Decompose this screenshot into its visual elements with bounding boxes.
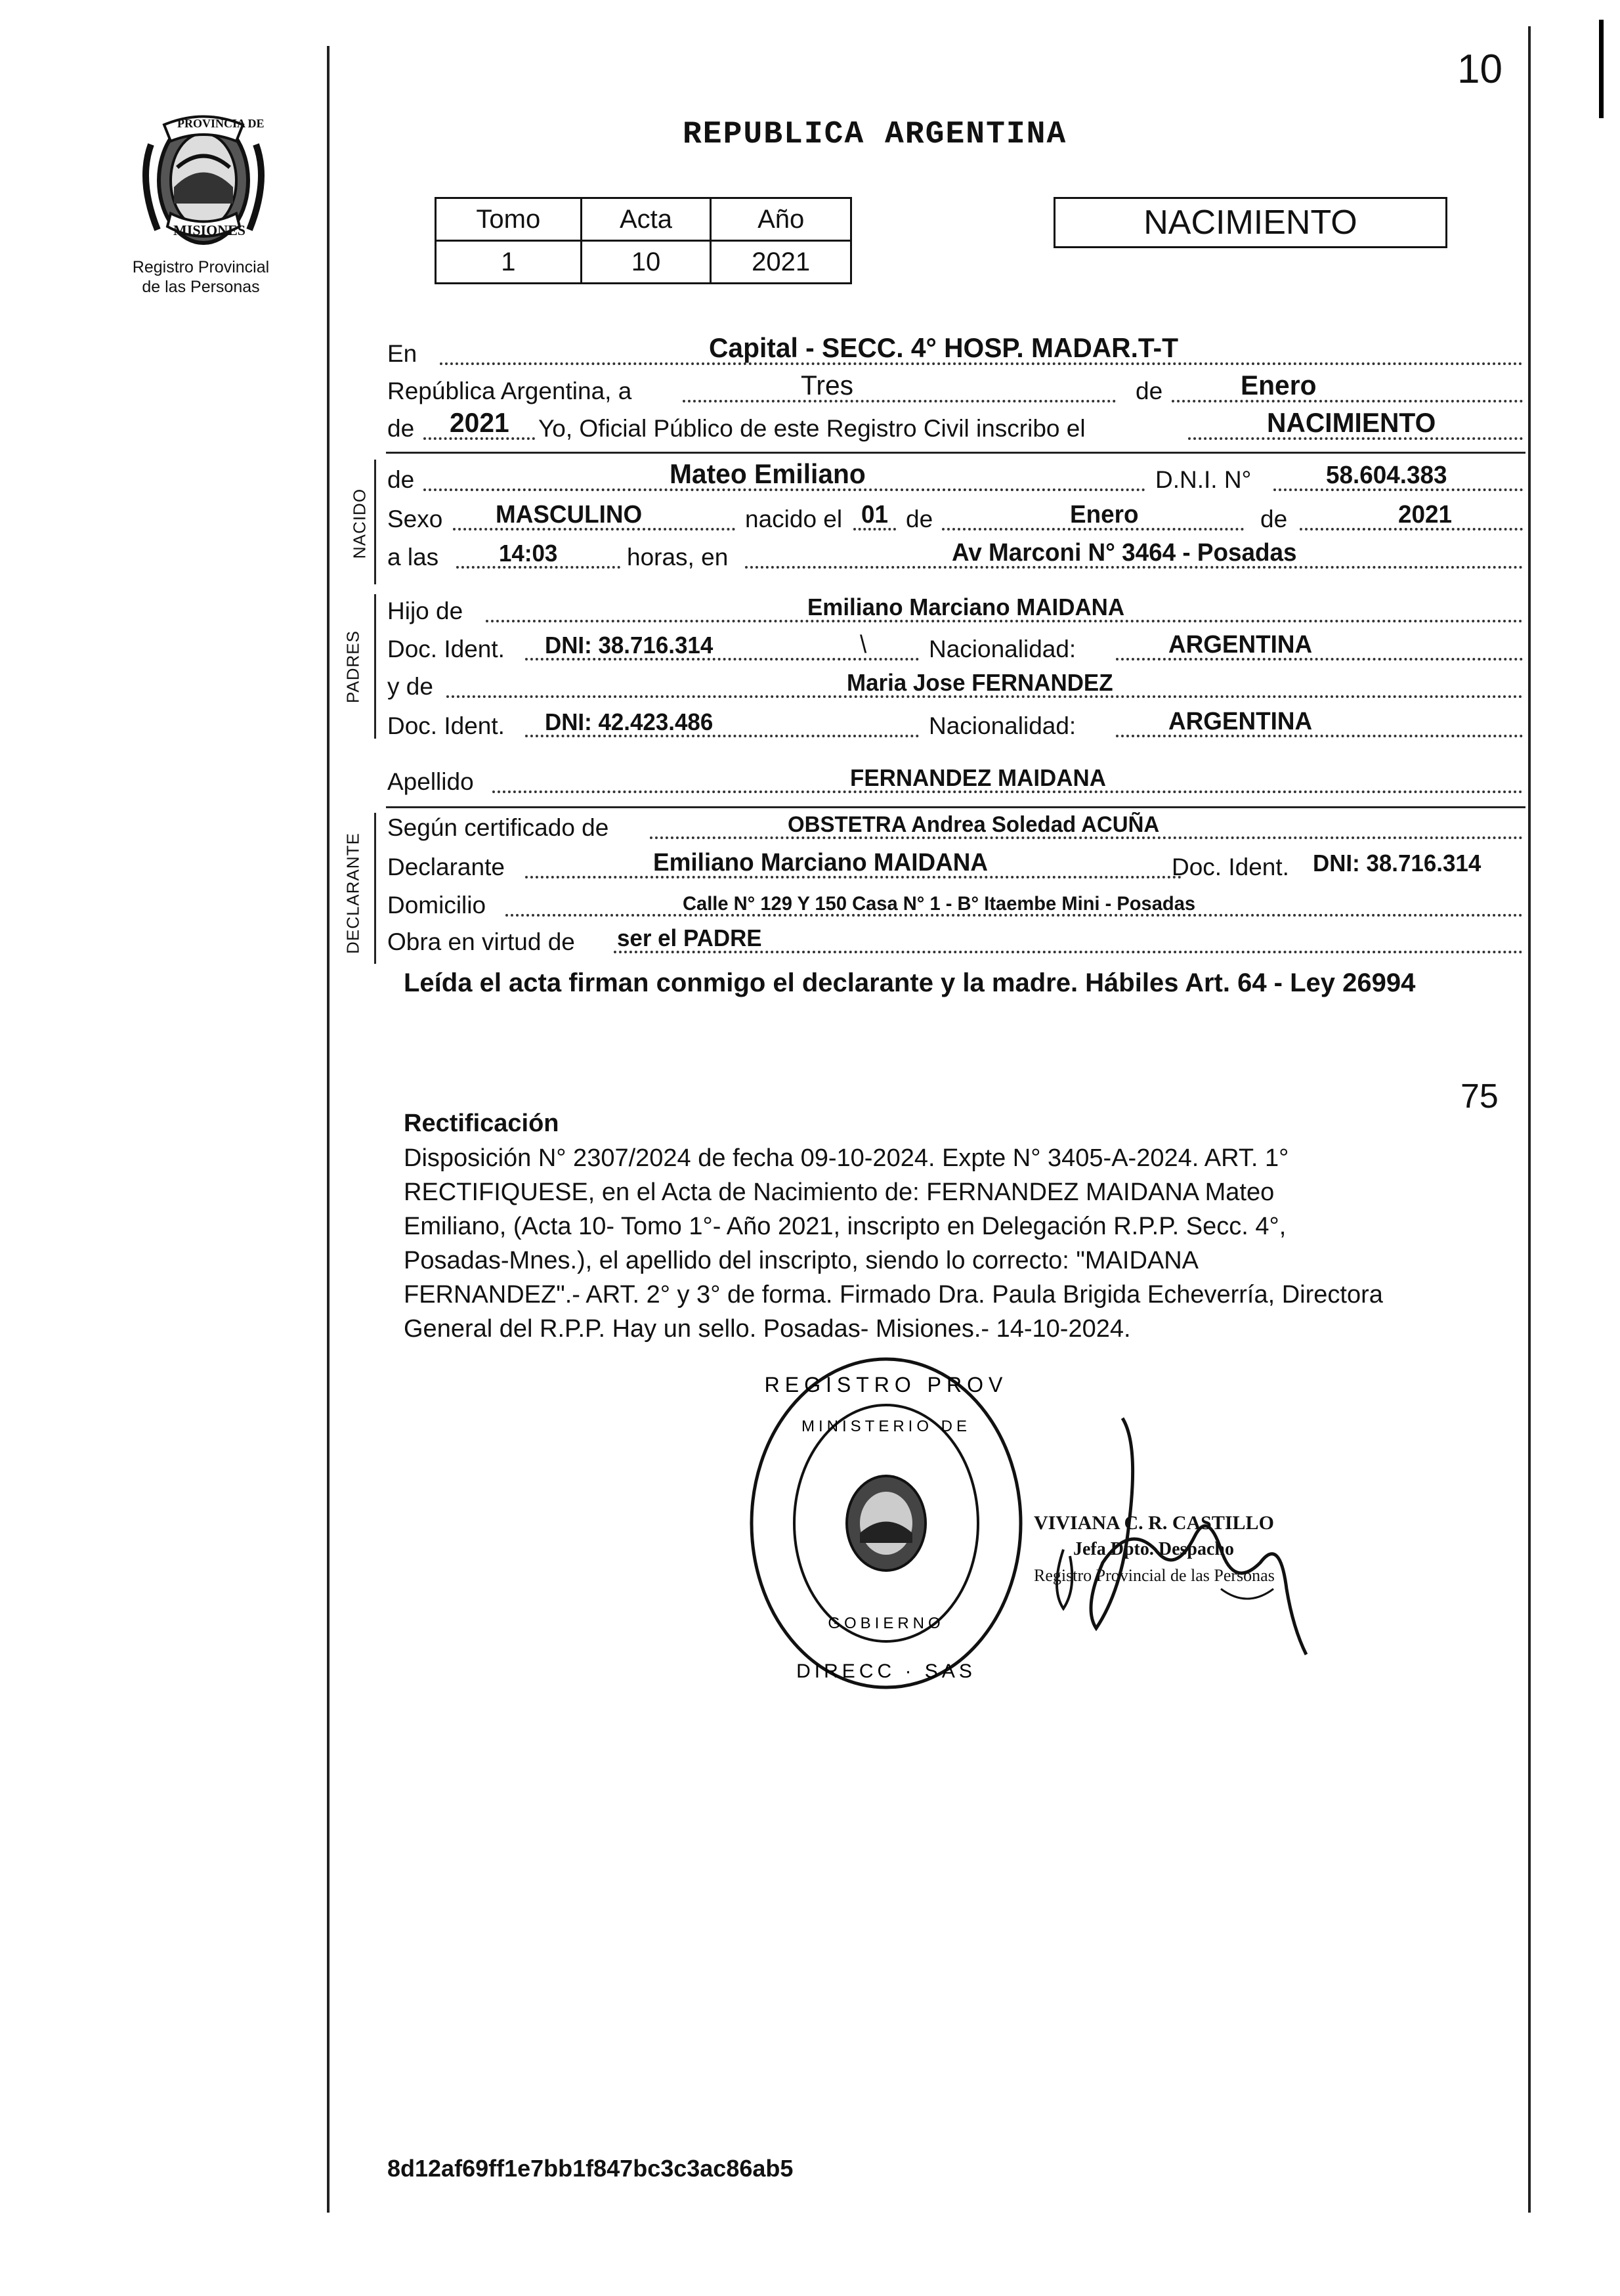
rectificacion-line: Emiliano, (Acta 10- Tomo 1°- Año 2021, inscripto en Delegación R.P.P. Secc. 4°, <box>404 1213 1287 1240</box>
rectificacion-line: General del R.P.P. Hay un sello. Posadas- Misiones.- 14-10-2024. <box>404 1315 1131 1343</box>
value-domicilio: Calle N° 129 Y 150 Casa N° 1 - B° Itaembe Mini - Posadas <box>683 893 1196 915</box>
row-hora <box>387 537 1523 575</box>
padres-bracket <box>374 594 376 739</box>
signatory-title: Jefa Dpto. Despacho <box>1073 1539 1234 1559</box>
label-apellido: Apellido <box>387 768 474 795</box>
table-value-acta: 10 <box>581 241 711 284</box>
row-hijo-de <box>387 591 1523 629</box>
value-time: 14:03 <box>499 540 558 567</box>
label-y-de: y de <box>387 673 433 700</box>
value-obra: ser el PADRE <box>617 924 762 951</box>
label-sexo: Sexo <box>387 506 443 532</box>
label-doc-ident: Doc. Ident. <box>387 636 505 662</box>
value-place: Capital - SECC. 4° HOSP. MADAR.T-T <box>709 332 1179 363</box>
label-nacido-el: nacido el <box>745 506 843 532</box>
value-registered: NACIMIENTO <box>1267 407 1436 438</box>
svg-text:GOBIERNO: GOBIERNO <box>828 1614 945 1632</box>
svg-text:DIRECC · SAS: DIRECC · SAS <box>796 1660 976 1682</box>
section-label-nacido: NACIDO <box>349 488 370 559</box>
label-en: En <box>387 340 417 367</box>
label-certificado: Según certificado de <box>387 814 609 841</box>
label-clause: Yo, Oficial Público de este Registro Civil inscribo el <box>538 415 1086 442</box>
emblem-bottom-text: MISIONES <box>173 222 246 238</box>
value-certificado: OBSTETRA Andrea Soledad ACUÑA <box>788 812 1160 837</box>
value-dni: 58.604.383 <box>1326 462 1447 489</box>
nacido-bracket <box>374 460 376 584</box>
page-number: 10 <box>1457 47 1503 92</box>
row-en <box>387 334 1523 372</box>
document-hash: 8d12af69ff1e7bb1f847bc3c3ac86ab5 <box>387 2155 794 2182</box>
table-value-ano: 2021 <box>711 241 851 284</box>
row-y-de <box>387 666 1523 704</box>
leida-statement: Leída el acta firman conmigo el declarante y la madre. Hábiles Art. 64 - Ley 26994 <box>404 968 1416 997</box>
svg-text:REGISTRO PROV: REGISTRO PROV <box>764 1373 1008 1397</box>
label-de: de <box>1136 378 1163 404</box>
rectificacion-line: Disposición N° 2307/2024 de fecha 09-10-2024. Expte N° 3405-A-2024. ART. 1° <box>404 1144 1289 1172</box>
official-seal <box>742 1353 1031 1694</box>
value-father: Emiliano Marciano MAIDANA <box>807 594 1125 620</box>
value-father-nationality: ARGENTINA <box>1168 631 1313 659</box>
declarante-bracket <box>374 813 376 964</box>
row-obra <box>387 922 1523 960</box>
row-nombre <box>387 460 1523 498</box>
value-day: Tres <box>801 370 853 401</box>
value-year: 2021 <box>450 407 509 438</box>
value-birth-month: Enero <box>1070 501 1139 529</box>
value-apellido: FERNANDEZ MAIDANA <box>850 764 1106 791</box>
value-mother-doc: DNI: 42.423.486 <box>545 708 714 735</box>
logo-caption-line1: Registro Provincial <box>132 258 270 276</box>
label-de-ano: de <box>1260 506 1288 532</box>
value-declarante-doc: DNI: 38.716.314 <box>1313 850 1481 877</box>
label-de-mes: de <box>906 506 933 532</box>
label-nacionalidad-mother: Nacionalidad: <box>929 712 1076 739</box>
row-declarante <box>387 847 1523 885</box>
value-sexo: MASCULINO <box>496 501 643 529</box>
registry-table-values <box>436 241 851 284</box>
row-certificado <box>387 808 1523 846</box>
value-month: Enero <box>1241 370 1317 401</box>
dotted-line <box>1172 400 1523 402</box>
rectificacion-line: FERNANDEZ".- ART. 2° y 3° de forma. Firmado Dra. Paula Brigida Echeverría, Directora <box>404 1281 1383 1309</box>
table-header-tomo: Tomo <box>436 198 582 241</box>
signatory-office: Registro Provincial de las Personas <box>1034 1566 1275 1585</box>
value-declarante: Emiliano Marciano MAIDANA <box>653 849 988 877</box>
label-obra: Obra en virtud de <box>387 928 575 955</box>
emblem-top-text: PROVINCIA DE <box>177 117 265 130</box>
province-emblem-logo <box>125 105 282 256</box>
signatory-name: VIVIANA C. R. CASTILLO <box>1034 1512 1274 1534</box>
value-father-doc: DNI: 38.716.314 <box>545 632 714 659</box>
label-nacionalidad: Nacionalidad: <box>929 636 1076 662</box>
label-hijo-de: Hijo de <box>387 597 463 624</box>
table-value-tomo: 1 <box>436 241 582 284</box>
label-declarante: Declarante <box>387 854 505 880</box>
left-margin-rule <box>327 46 330 2213</box>
label-doc-ident-decl: Doc. Ident. <box>1172 854 1289 880</box>
row-father-doc <box>387 629 1523 667</box>
label-a-las: a las <box>387 544 439 571</box>
value-mother: Maria Jose FERNANDEZ <box>847 669 1113 696</box>
section-label-declarante: DECLARANTE <box>343 833 363 954</box>
table-header-ano: Año <box>711 198 851 241</box>
country-title: REPUBLICA ARGENTINA <box>683 117 1067 152</box>
section-label-padres: PADRES <box>343 630 363 703</box>
value-birth-day: 01 <box>861 501 889 529</box>
registry-table <box>435 197 852 284</box>
row-domicilio <box>387 885 1523 923</box>
row-fecha <box>387 371 1523 409</box>
row-mother-doc <box>387 706 1523 744</box>
label-domicilio: Domicilio <box>387 892 486 919</box>
dotted-line <box>683 400 1116 402</box>
label-dni: D.N.I. N° <box>1155 466 1252 493</box>
rectificacion-title: Rectificación <box>404 1110 559 1137</box>
signature-stamp <box>1034 1510 1275 1589</box>
right-edge-bar <box>1599 20 1604 118</box>
value-name: Mateo Emiliano <box>670 458 866 489</box>
value-birth-place: Av Marconi N° 3464 - Posadas <box>952 539 1297 567</box>
value-father-mark: \ <box>860 631 867 659</box>
section-divider <box>386 452 1525 454</box>
label-de-nombre: de <box>387 466 415 493</box>
rectificacion-line: Posadas-Mnes.), el apellido del inscripto, siendo lo correcto: "MAIDANA <box>404 1247 1199 1274</box>
svg-text:MINISTERIO DE: MINISTERIO DE <box>801 1418 971 1435</box>
logo-caption <box>116 257 286 297</box>
label-republica: República Argentina, a <box>387 378 632 404</box>
act-type-box: NACIMIENTO <box>1054 197 1447 248</box>
label-de2: de <box>387 415 415 442</box>
rectificacion-line: RECTIFIQUESE, en el Acta de Nacimiento de: FERNANDEZ MAIDANA Mateo <box>404 1179 1275 1206</box>
logo-caption-line2: de las Personas <box>142 278 260 296</box>
table-header-acta: Acta <box>581 198 711 241</box>
rectificacion-body <box>404 1141 1526 1346</box>
right-margin-rule <box>1528 26 1531 2213</box>
row-year <box>387 408 1523 446</box>
label-doc-ident-mother: Doc. Ident. <box>387 712 505 739</box>
row-sexo <box>387 499 1523 537</box>
value-birth-year: 2021 <box>1398 501 1453 529</box>
row-apellido <box>387 762 1523 800</box>
rectificacion-number: 75 <box>1460 1077 1499 1116</box>
value-mother-nationality: ARGENTINA <box>1168 708 1313 735</box>
label-horas-en: horas, en <box>627 544 729 571</box>
registry-table-header <box>436 198 851 241</box>
